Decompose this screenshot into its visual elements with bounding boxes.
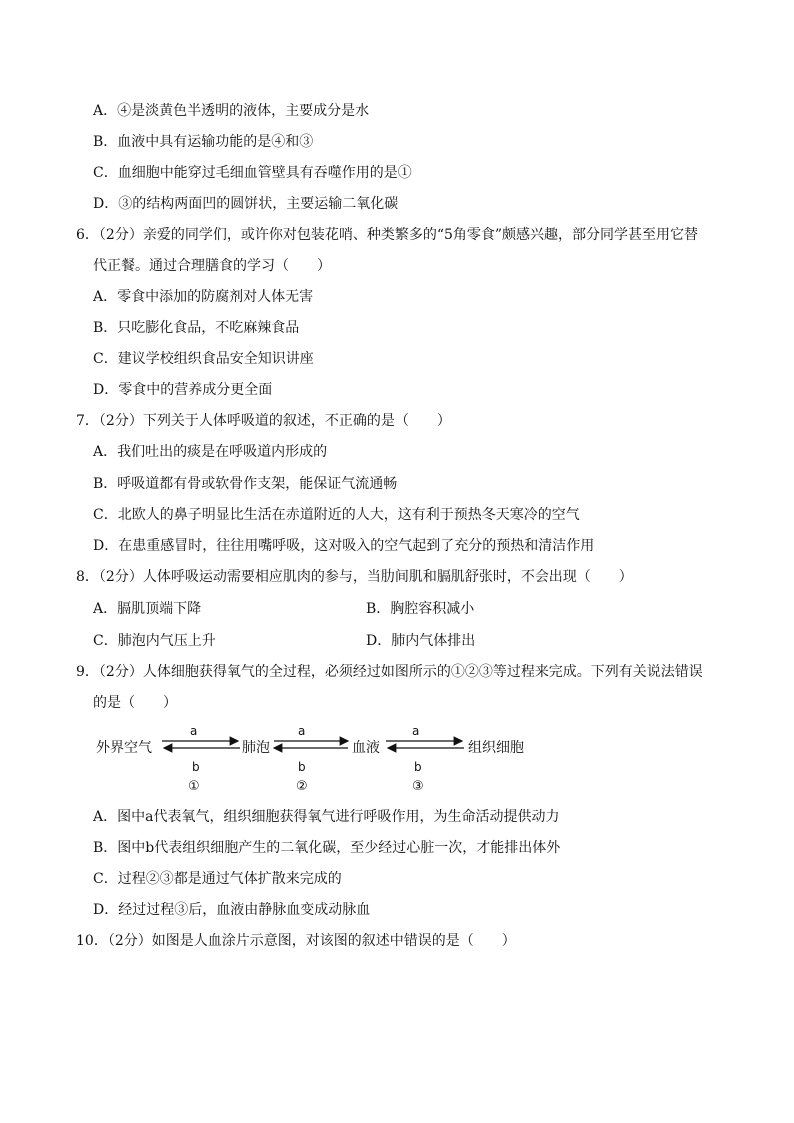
q7-option-c: C．北欧人的鼻子明显比生活在赤道附近的人大，这有利于预热冬天寒冷的空气 bbox=[93, 507, 580, 523]
q10-stem: 10．（2分）如图是人血涂片示意图，对该图的叙述中错误的是（ ） bbox=[76, 933, 516, 949]
q6-option-a: A．零食中添加的防腐剂对人体无害 bbox=[93, 289, 314, 305]
q9-option-d: D．经过过程③后，血液由静脉血变成动脉血 bbox=[93, 902, 371, 918]
step-3-marker: ③ bbox=[412, 779, 424, 794]
arrow3-a-label: a bbox=[412, 724, 420, 738]
q9-stem-line1: 9．（2分）人体细胞获得氧气的全过程，必须经过如图所示的①②③等过程来完成。下列有关说法错误 bbox=[76, 664, 703, 680]
arrow1-a-label: a bbox=[190, 724, 198, 738]
node-alveoli: 肺泡 bbox=[242, 740, 270, 756]
q6-stem-line1: 6．（2分）亲爱的同学们，或许你对包装花哨、种类繁多的“5角零食”颇感兴趣，部分同学甚至用它替 bbox=[76, 227, 699, 243]
q7-option-b: B．呼吸道都有骨或软骨作支架，能保证气流通畅 bbox=[93, 476, 398, 492]
gas-exchange-diagram bbox=[90, 718, 550, 798]
q6-stem-line2: 代正餐。通过合理膳食的学习（ ） bbox=[93, 258, 331, 274]
arrow2-a-label: a bbox=[298, 724, 306, 738]
q9-option-c: C．过程②③都是通过气体扩散来完成的 bbox=[93, 871, 342, 887]
q8-option-c: C．肺泡内气压上升 bbox=[93, 633, 216, 649]
q7-stem: 7．（2分）下列关于人体呼吸道的叙述，不正确的是（ ） bbox=[76, 413, 451, 429]
node-tissue-cells: 组织细胞 bbox=[468, 740, 524, 756]
q7-option-a: A．我们吐出的痰是在呼吸道内形成的 bbox=[93, 444, 328, 460]
step-1-marker: ① bbox=[188, 779, 200, 794]
q9-option-b: B．图中b代表组织细胞产生的二氧化碳，至少经过心脏一次，才能排出体外 bbox=[93, 840, 561, 856]
q8-option-a: A．膈肌顶端下降 bbox=[93, 601, 202, 617]
arrow3-b-label: b bbox=[414, 760, 422, 774]
q9-stem-line2: 的是（ ） bbox=[93, 695, 177, 711]
q8-option-b: B．胸腔容积减小 bbox=[366, 601, 475, 617]
q9-option-a: A．图中a代表氧气，组织细胞获得氧气进行呼吸作用，为生命活动提供动力 bbox=[93, 809, 560, 825]
q6-option-b: B．只吃膨化食品，不吃麻辣食品 bbox=[93, 320, 300, 336]
step-2-marker: ② bbox=[296, 779, 308, 794]
q7-option-d: D．在患重感冒时，往往用嘴呼吸，这对吸入的空气起到了充分的预热和清洁作用 bbox=[93, 538, 595, 554]
q8-option-d: D．肺内气体排出 bbox=[366, 633, 476, 649]
arrow1-b-label: b bbox=[192, 760, 200, 774]
q5-option-c: C．血细胞中能穿过毛细血管壁具有吞噬作用的是① bbox=[93, 165, 412, 181]
q6-option-d: D．零食中的营养成分更全面 bbox=[93, 382, 273, 398]
q5-option-d: D．③的结构两面凹的圆饼状，主要运输二氧化碳 bbox=[93, 196, 399, 212]
q5-option-a: A．④是淡黄色半透明的液体，主要成分是水 bbox=[93, 103, 370, 119]
node-blood: 血液 bbox=[352, 740, 380, 756]
arrow2-b-label: b bbox=[298, 760, 306, 774]
q6-option-c: C．建议学校组织食品安全知识讲座 bbox=[93, 351, 314, 367]
node-outside-air: 外界空气 bbox=[96, 740, 152, 756]
q8-stem: 8．（2分）人体呼吸运动需要相应肌肉的参与，当肋间肌和膈肌舒张时，不会出现（ ） bbox=[76, 569, 633, 585]
q5-option-b: B．血液中具有运输功能的是④和③ bbox=[93, 134, 314, 150]
